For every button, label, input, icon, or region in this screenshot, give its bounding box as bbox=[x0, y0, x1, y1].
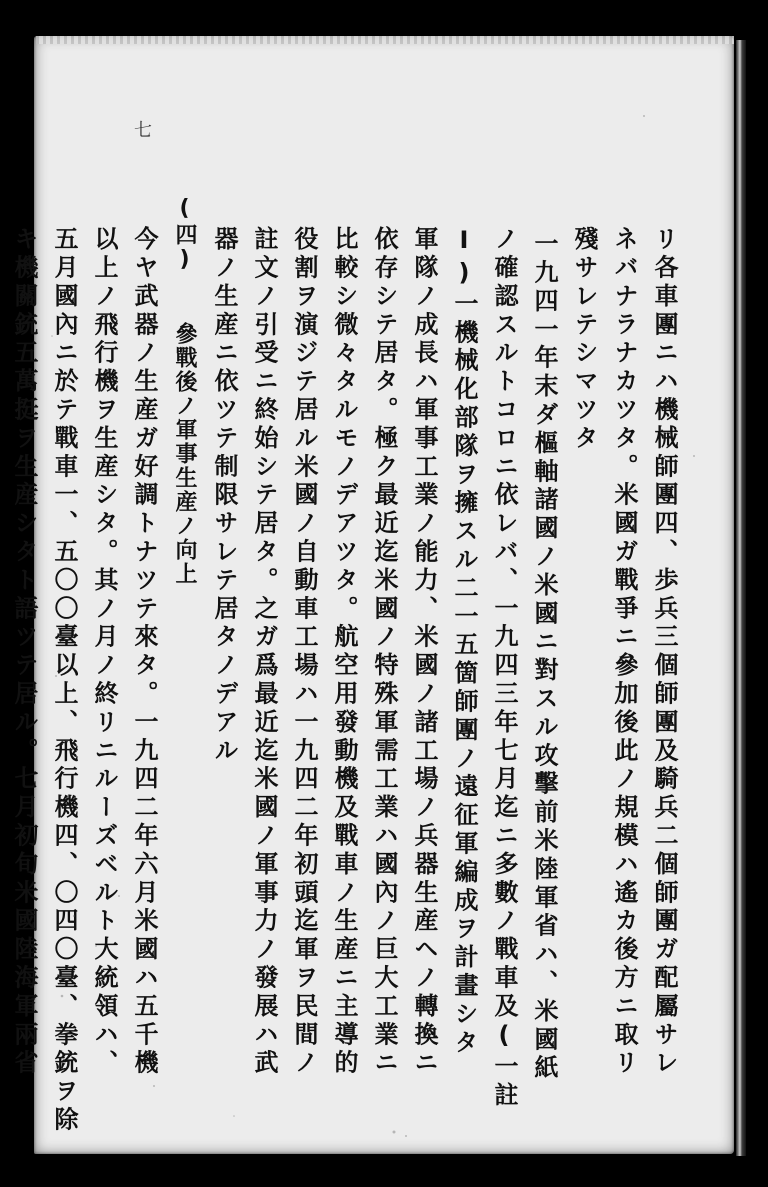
text-column: 五月國內ニ於テ戰車一、五〇〇臺以上、飛行機四、〇四〇臺、拳銃ヲ除 bbox=[50, 226, 78, 1135]
vertical-text-block bbox=[10, 196, 684, 1135]
text-column: 以上ノ飛行機ヲ生産シタ。其ノ月ノ終リニルーズベルト大統領ハ、 bbox=[90, 226, 118, 1078]
text-column: 比較シ微々タルモノデアツタ。航空用發動機及戰車ノ生産ニ主導的 bbox=[330, 226, 358, 1078]
book-spine bbox=[736, 40, 746, 1156]
text-column: 依存シテ居タ。極ク最近迄米國ノ特殊軍需工業ハ國內ノ巨大工業ニ bbox=[370, 226, 398, 1078]
text-column: キ機關銃五萬挺ヲ生産シタト語ツテ居ル。七月初旬米國陸海軍兩省 bbox=[10, 226, 38, 1078]
page-top-edge bbox=[36, 36, 734, 44]
text-column: 殘サレテシマツタ bbox=[570, 226, 598, 454]
text-column: 一九四一年末ダ樞軸諸國ノ米國ニ對スル攻擊前米陸軍省ハ、米國紙 bbox=[530, 231, 558, 1083]
section-label: (四) bbox=[172, 196, 197, 274]
text-column: 軍隊ノ成長ハ軍事工業ノ能力、米國ノ諸工場ノ兵器生産ヘノ轉換ニ bbox=[410, 226, 438, 1078]
page-number: 七 bbox=[131, 120, 152, 138]
text-column: ノ確認スルトコロニ依レバ、一九四三年七月迄ニ多數ノ戰車及(一註 bbox=[490, 226, 518, 1111]
text-column: 役割ヲ演ジテ居ル米國ノ自動車工場ハ一九四二年初頭迄軍ヲ民間ノ bbox=[290, 226, 318, 1078]
text-column: 器ノ生産ニ依ツテ制限サレテ居タノデアル bbox=[210, 226, 238, 766]
text-column: Ⅰ)一機械化部隊ヲ擁スル二一五箇師團ノ遠征軍編成ヲ計畫シタ bbox=[450, 226, 478, 1058]
section-heading bbox=[164, 196, 204, 1098]
text-column: ネバナラナカツタ。米國ガ戰爭ニ參加後此ノ規模ハ遙カ後方ニ取リ bbox=[610, 226, 638, 1078]
section-title: 參戰後ノ軍事生産ノ向上 bbox=[172, 322, 197, 586]
text-column: 今ヤ武器ノ生産ガ好調トナツテ來タ。一九四二年六月米國ハ五千機 bbox=[130, 226, 158, 1078]
text-column: 註文ノ引受ニ終始シテ居タ。之ガ爲最近迄米國ノ軍事力ノ發展ハ武 bbox=[250, 226, 278, 1078]
text-column: リ各車團ニハ機械師團四、歩兵三個師團及騎兵二個師團ガ配屬サレ bbox=[650, 226, 678, 1078]
